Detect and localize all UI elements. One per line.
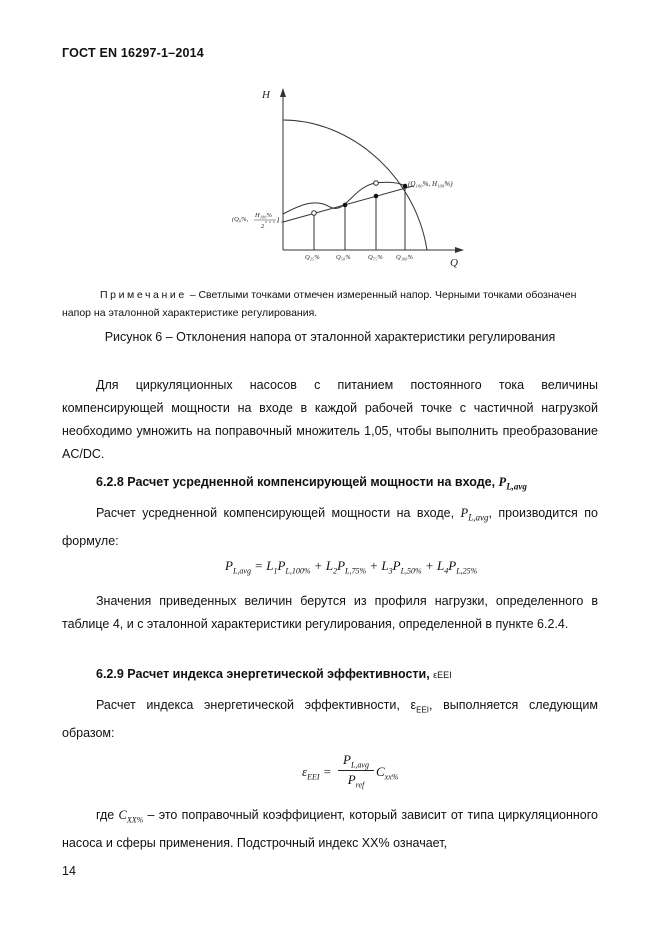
document-header: ГОСТ EN 16297-1–2014 [62,46,204,60]
point-label-left-a: (Q₀%, [232,216,249,223]
y-axis-arrow-icon [280,88,286,97]
heading2-text: 6.2.9 Расчет индекса энергетической эффективности, [96,667,434,681]
f2-fraction-bar [338,770,374,771]
f1-p2-sub: L,75% [345,566,367,576]
note-text: – Светлыми точками отмечен измеренный напор. Черными точками обозначен напор на эталонной характеристике регулирования. [62,289,577,319]
paragraph-values-source: Значения приведенных величин берутся из профиля нагрузки, определенного в таблице 4, и с эталонной характеристики регулирования, определенной в пункте 6.2.4. [62,594,598,631]
tick-label-50: Q₅₀% [336,254,351,261]
point-label-left-d: ) [277,216,280,223]
paragraph-dc-pumps: Для циркуляционных насосов с питанием постоянного тока величины компенсирующей мощности на входе в каждой рабочей точке с частичной нагрузкой необходимо умножить на поправочный множитель 1,05, чтобы выполнить преобразование AC/DC. [62,378,598,461]
ref-point-75 [374,194,379,199]
heading-symbol: P [498,475,507,489]
f1-p3-sub: L,50% [400,566,422,576]
cf-symbol: C [118,808,127,822]
f1-p4: P [448,558,457,573]
f1-l2-sub: 2 [333,566,338,576]
eei-intro-symbol: ε [410,698,417,712]
point-label-top: (Q₁₀₀%, H₁₀₀%) [408,180,453,188]
y-axis-label: H [262,89,270,101]
paragraph-eei-intro [62,694,598,745]
point-label-left-c: 2 [261,223,265,230]
f1-lhs: P [225,558,233,573]
f2-den: P [347,772,356,787]
cf-text-a: где [96,808,119,822]
f1-p3: P [392,558,401,573]
f1-l4-sub: 4 [444,566,449,576]
tick-label-25: Q₂₅% [305,254,320,261]
f2-lhs: ε [302,764,308,779]
f1-p1-sub: L,100% [285,566,311,576]
heading-text: 6.2.8 Расчет усредненной компенсирующей мощности на входе, [96,475,499,489]
cf-subscript: XX% [126,815,144,825]
f1-l1: L [266,558,274,573]
ref-point-50 [343,203,348,208]
f2-num: P [343,752,351,767]
point-label-left-b: H₁₀₀% [255,212,272,219]
tick-label-100: Q₁₀₀% [396,254,413,261]
f2-den-sub: ref [355,780,365,790]
f1-l1-sub: 1 [273,566,278,576]
f2-factor-sub: xx% [384,772,399,782]
f1-l3: L [381,558,389,573]
figure-note [62,286,598,322]
f1-p4-sub: L,25% [456,566,478,576]
formula-pl-avg: $P_{L,avg} = L_1P_{L,100\%} + L_2P_{L,75\%} + L_3P_{L,50\%} + L_4P_{L,25\%}$ [225,558,478,576]
section-heading-6-2-8 [96,475,527,492]
paragraph-intro-formula [62,502,598,553]
intro-symbol: P [460,506,469,520]
f2-numerator [338,752,374,770]
measured-curve [283,182,405,214]
paragraph-correction-factor [62,804,598,855]
f2-lhs-sub: EEI [307,772,320,782]
eei-intro-sub: EEI [416,705,429,715]
intro-text-a: Расчет усредненной компенсирующей мощности на входе, [96,506,461,520]
f1-l2: L [325,558,334,573]
intro-text-b: , производится по формуле: [62,506,598,548]
f1-p2: P [337,558,346,573]
intro-subscript: L,avg [468,512,489,523]
f1-lhs-sub: L,avg [232,566,251,576]
cf-text-b: – это поправочный коэффициент, который зависит от типа циркуляционного насоса и сферы применения. Подстрочный индекс XX% означает, [62,808,598,850]
f1-p1: P [277,558,286,573]
ref-point-100 [403,184,408,189]
measured-point-25 [312,211,317,216]
tick-label-75: Q₇₅% [368,254,383,261]
eei-intro-b: , выполняется следующим образом: [62,698,598,740]
section-heading-6-2-9 [96,667,452,681]
heading-subscript: L,avg [506,481,527,492]
f1-l3-sub: 3 [388,566,393,576]
figure-caption: Рисунок 6 – Отклонения напора от эталонной характеристики регулирования [104,330,556,344]
f2-num-sub: L,avg [350,760,369,770]
heading2-symbol: εEEI [433,670,452,680]
reference-control-line [283,186,413,222]
f2-denominator [338,772,374,790]
pump-curve-figure [0,0,662,280]
eei-intro-a: Расчет индекса энергетической эффективности, [96,698,411,712]
measured-point-75 [374,181,379,186]
page-number: 14 [62,864,76,878]
x-axis-arrow-icon [455,247,464,253]
x-axis-label: Q [450,257,458,269]
f2-factor: C [376,764,385,779]
note-label: Примечание [100,289,187,301]
f1-l4: L [437,558,445,573]
